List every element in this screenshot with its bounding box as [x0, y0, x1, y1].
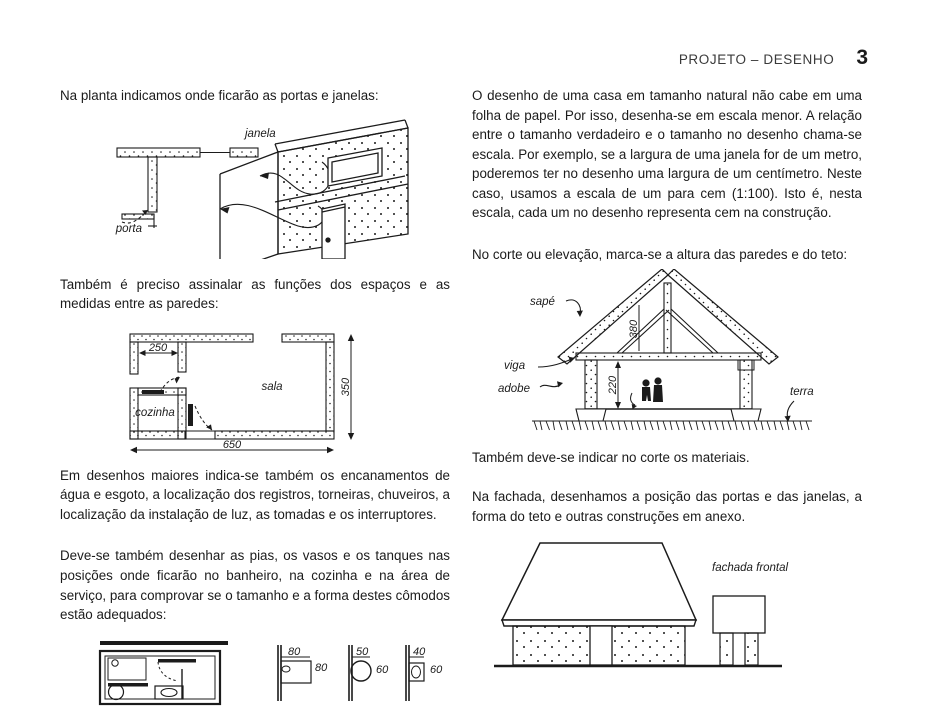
right-paragraph-1: O desenho de uma casa em tamanho natural não cabe em uma folha de papel. Por isso, desenha-se em escala menor. A relação entre o tamanho verdadeiro e o tamanho no desenho chama-se escala. Por exemplo, se a largura de uma janela for de um metro, poderemos ter no desenho uma largura de um centímetro. Neste caso, usamos a escala de um para cem (1:100). Isto é, nesta escala, cada um no desenho representa cem na construção.: [472, 88, 862, 221]
fixture-3-depth: 60: [430, 663, 443, 676]
label-sala: sala: [261, 380, 283, 393]
figure-facade: [472, 540, 862, 675]
fixture-1-width: 80: [288, 645, 301, 658]
dim-250: 250: [148, 341, 168, 354]
label-viga: viga: [504, 359, 526, 372]
plan-sketch-svg: [60, 114, 450, 259]
label-janela: janela: [245, 127, 276, 140]
dim-650: 650: [222, 438, 242, 451]
dim-380: 380: [628, 319, 640, 338]
dimensioned-plan-svg: [60, 326, 450, 456]
left-paragraph-4: Deve-se também desenhar as pias, os vasos e os tanques nas posições onde ficarão no banheiro, na cozinha e na área de serviço, para comprovar se o tamanho e a forma destes cômodos estão adequados:: [60, 548, 451, 623]
section-svg: [472, 269, 862, 434]
label-terra: terra: [790, 385, 814, 398]
left-paragraph-1: Na planta indicamos onde ficarão as portas e janelas:: [60, 88, 379, 103]
label-adobe: adobe: [498, 382, 530, 395]
label-fachada-frontal: fachada frontal: [712, 562, 789, 575]
fixture-1-depth: 80: [315, 661, 328, 674]
right-paragraph-4: Na fachada, desenhamos a posição das portas e das janelas, a forma do teto e outras construções em anexo.: [472, 489, 862, 524]
figure-section: [472, 269, 862, 434]
figure-dimensioned-plan: [60, 326, 450, 456]
bathroom-fixtures-svg: [60, 639, 450, 719]
dim-220: 220: [607, 375, 619, 394]
left-paragraph-2: Também é preciso assinalar as funções dos espaços e as medidas entre as paredes:: [60, 276, 450, 312]
right-paragraph-3: Também deve-se indicar no corte os materiais.: [472, 449, 750, 465]
right-column: [472, 86, 862, 675]
figure-bathroom-and-fixtures: [60, 639, 450, 719]
right-paragraph-2: No corte ou elevação, marca-se a altura das paredes e do teto:: [472, 246, 848, 262]
left-paragraph-3: Em desenhos maiores indica-se também os encanamentos de água e esgoto, a localização dos registros, torneiras, chuveiros, a localização da instalação de luz, as tomadas e os interruptores.: [60, 467, 450, 522]
label-cozinha: cozinha: [135, 406, 175, 419]
dim-350: 350: [340, 377, 352, 396]
header-title: PROJETO – DESENHO: [678, 52, 835, 67]
page-header: [679, 46, 868, 70]
label-sape: sapé: [530, 295, 555, 308]
label-porta: porta: [115, 222, 142, 235]
figure-plan-sketch: [60, 114, 450, 259]
fixture-2-depth: 60: [376, 663, 389, 676]
facade-svg: [472, 540, 862, 675]
page-number: 3: [856, 46, 868, 69]
fixture-3-width: 40: [413, 645, 426, 658]
left-column: [60, 86, 450, 719]
fixture-2-width: 50: [356, 645, 369, 658]
